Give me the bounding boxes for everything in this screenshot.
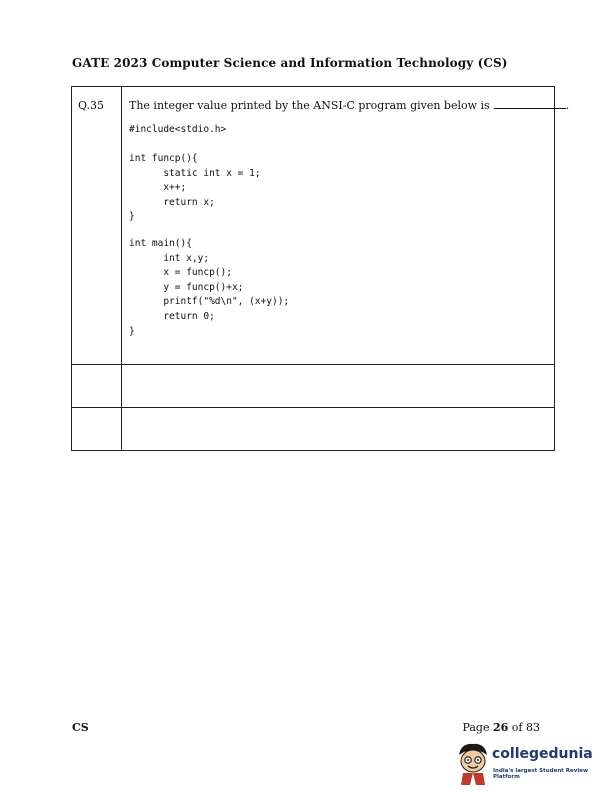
answer-blank xyxy=(494,100,566,109)
page-header-title: GATE 2023 Computer Science and Information Technology (CS) xyxy=(72,56,508,70)
logo-tagline: India's largest Student Review Platform xyxy=(493,768,589,780)
collegedunia-logo xyxy=(455,741,600,785)
code-include: #include<stdio.h> xyxy=(129,124,227,135)
row-divider xyxy=(72,407,554,408)
footer-section-code: CS xyxy=(72,721,89,734)
current-page: 26 xyxy=(492,721,509,734)
column-divider xyxy=(121,87,122,450)
student-mascot-icon xyxy=(455,741,491,785)
code-main-block: int main(){ int x,y; x = funcp(); y = funcp()+x; printf("%d\n", (x+y)); return 0; } xyxy=(129,238,290,337)
question-text: The integer value printed by the ANSI-C program given below is . xyxy=(129,99,570,112)
row-divider xyxy=(72,364,554,365)
question-table xyxy=(71,86,570,451)
question-number: Q.35 xyxy=(78,99,104,112)
question-prompt: The integer value printed by the ANSI-C program given below is xyxy=(129,99,490,112)
logo-brand-text: collegedunia xyxy=(492,746,593,762)
footer-page-number: Page 26 of 83 xyxy=(462,721,540,734)
code-funcp-block: int funcp(){ static int x = 1; x++; return x; } xyxy=(129,153,261,223)
total-pages: 83 xyxy=(526,721,540,734)
